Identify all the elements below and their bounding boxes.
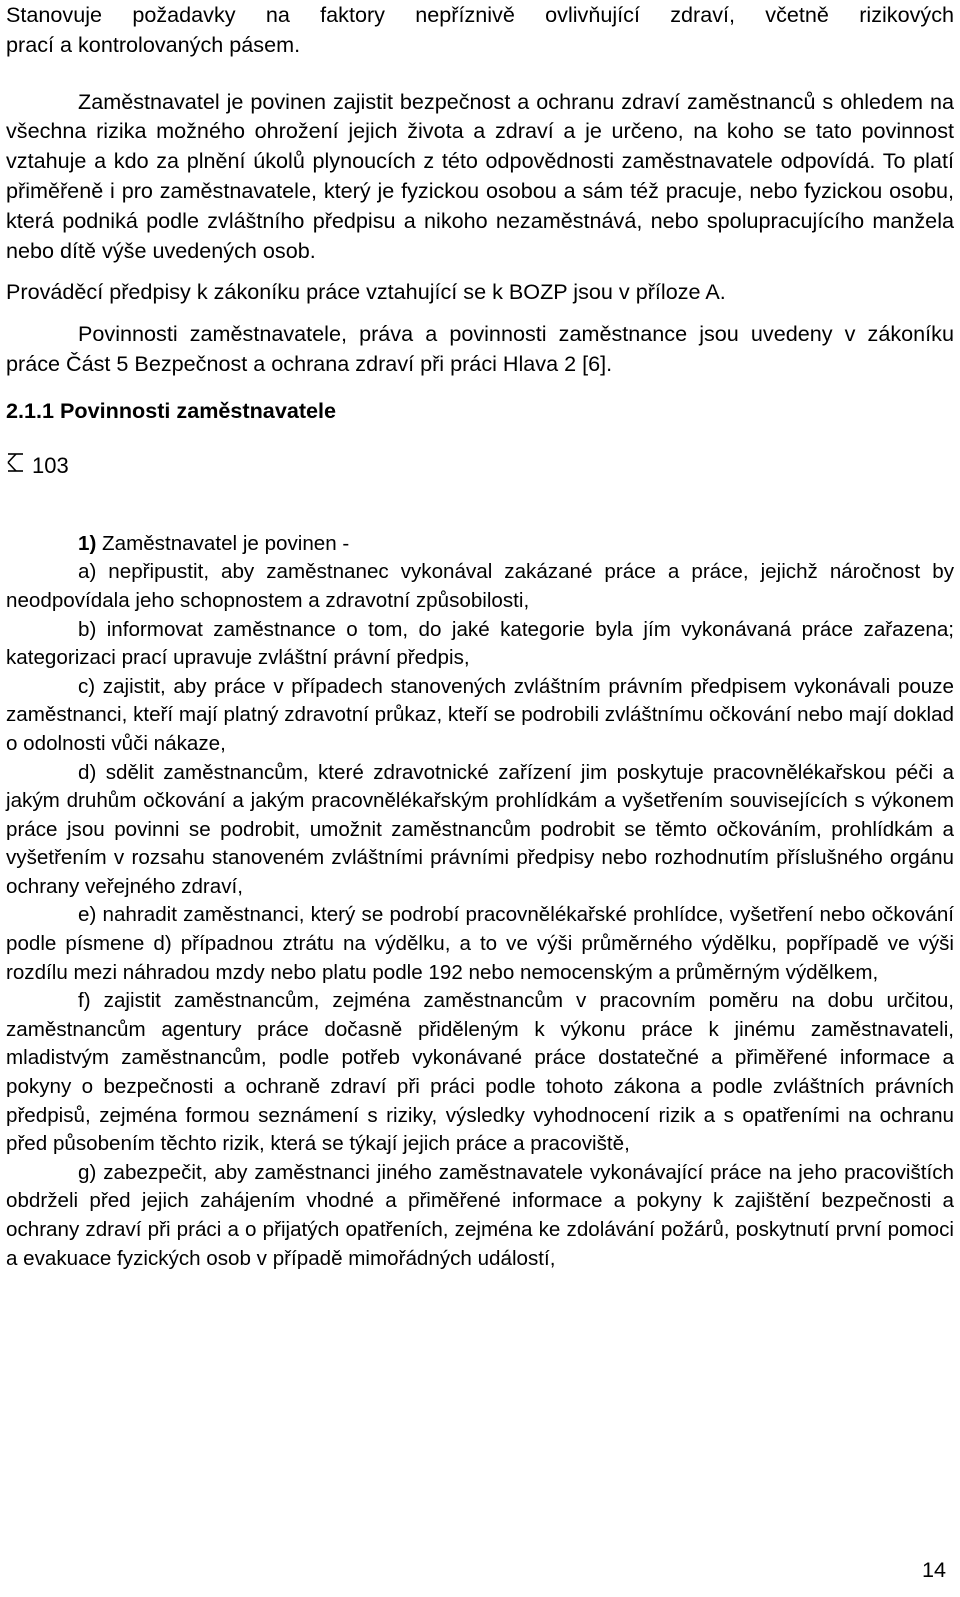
item-1-number: 1) bbox=[78, 531, 97, 555]
obligations-paragraph: Povinnosti zaměstnavatele, práva a povinnosti zaměstnance jsou uvedeny v zákoníku práce Část 5 Bezpečnost a ochrana zdraví při práci Hlava 2 [6]. bbox=[6, 321, 954, 376]
list-item-g: g) zabezpečit, aby zaměstnanci jiného zaměstnavatele vykonávající práce na jeho pracovištích obdrželi před jejich zahájením vhodné a přiměřené informace a pokyny k zajištění bezpečnosti a ochrany zdraví při práci a o přijatých opatřeních, zejména ke zdolávání požárů, poskytnutí první pomoci a evakuace fyzických osob v případě mimořádných událostí, bbox=[6, 1160, 954, 1270]
document-page bbox=[6, 0, 954, 1273]
list-item-c: c) zajistit, aby práce v případech stanovených zvláštním právním předpisem vykonávali pouze zaměstnanci, kteří mají platný zdravotní průkaz, kteří se podrobili zvláštnímu očkování nebo mají doklad o odolnosti vůči nákaze, bbox=[6, 674, 954, 755]
intro-line-1: Stanovuje požadavky na faktory nepříznivě ovlivňující zdraví, včetně rizikových bbox=[6, 2, 954, 27]
employer-duty-paragraph: Zaměstnavatel je povinen zajistit bezpečnost a ochranu zdraví zaměstnanců s ohledem na všechna rizika možného ohrožení jejich života a zdraví a je určeno, na koho se tato povinnost vztahuje a kdo za plnění úkolů plynoucích z této odpovědnosti zaměstnavatele odpovídá. To platí přiměřeně i pro zaměstnavatele, který je fyzickou osobou a sám též pracuje, nebo fyzickou osobu, která podniká podle zvláštního předpisu a nikoho nezaměstnává, nebo spolupracujícího manžela nebo dítě výše uvedených osob. bbox=[6, 88, 954, 263]
list-item-a: a) nepřipustit, aby zaměstnanec vykonával zakázané práce a práce, jejichž náročnost by neodpovídala jeho schopnostem a zdravotní způsobilosti, bbox=[6, 560, 954, 612]
page-number: 14 bbox=[921, 1557, 946, 1582]
paragraph-number bbox=[6, 450, 954, 482]
item-1-intro bbox=[6, 530, 954, 559]
list-item-e: e) nahradit zaměstnanci, který se podrobí pracovnělékařské prohlídce, vyšetření nebo očkování podle písmene d) případnou ztrátu na výdělku, a to ve výši průměrného výdělku, popřípadě ve výši rozdílu mezi náhradou mzdy nebo platu podle 192 nebo nemocenským a průměrným výdělkem, bbox=[6, 903, 954, 984]
item-1-text: Zaměstnavatel je povinen - bbox=[96, 531, 350, 555]
list-item-b: b) informovat zaměstnance o tom, do jaké kategorie byla jím vykonávaná práce zařazena; kategorizaci prací upravuje zvláštní právní předpis, bbox=[6, 617, 954, 670]
section-heading: 2.1.1 Povinnosti zaměstnavatele bbox=[6, 397, 337, 423]
intro-line-2: prací a kontrolovaných pásem. bbox=[6, 31, 301, 57]
list-item-f: f) zajistit zaměstnancům, zejména zaměstnancům v pracovním poměru na dobu určitou, zaměstnancům agentury práce dočasně přiděleným k výkonu práce k jinému zaměstnavateli, mladistvým zaměstnancům, podle potřeb vykonávané práce dostatečné a přiměřené informace a pokyny o bezpečnosti a ochraně zdraví při práci podle tohoto zákona a podle zvláštních právních předpisů, zejména formou seznámení s riziky, výsledky vyhodnocení rizik a s opatřeními na ochranu před působením těchto rizik, která se týkají jejich práce a pracoviště, bbox=[6, 989, 954, 1156]
regulations-paragraph: Prováděcí předpisy k zákoníku práce vztahující se k BOZP jsou v příloze A. bbox=[6, 279, 726, 305]
section-sign-icon bbox=[6, 450, 24, 482]
list-item-d: d) sdělit zaměstnancům, které zdravotnické zařízení jim poskytuje pracovnělékařskou péči a jakým druhům očkování a jakým pracovnělékařským prohlídkám a vyšetřením souvisejících s výkonem práce jsou povinni se podrobit, umožnit zaměstnancům podrobit se těmto očkováním, prohlídkám a vyšetřením v rozsahu stanoveném zvláštními právními předpisy nebo rozhodnutím příslušného orgánu ochrany veřejného zdraví, bbox=[6, 760, 954, 898]
paragraph-number-value: 103 bbox=[32, 452, 69, 478]
